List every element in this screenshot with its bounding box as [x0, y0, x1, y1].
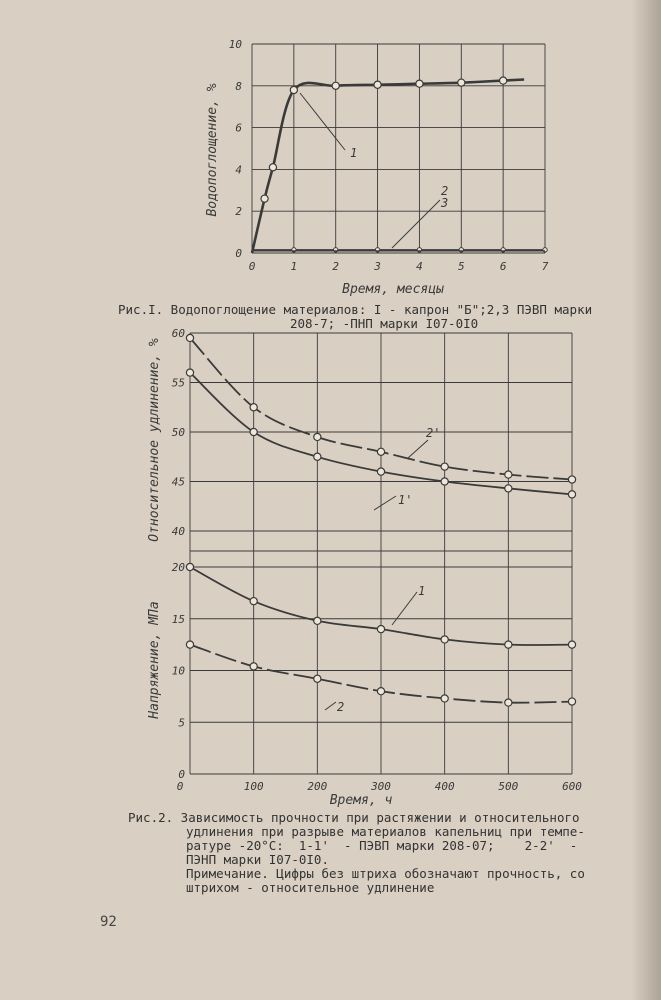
figure-1-ytick-label: 4: [235, 163, 242, 177]
figure-1-grid: [252, 44, 545, 253]
figure-2-ylabel-bottom: Напряжение, МПа: [147, 601, 162, 719]
figure-1-ytick-label: 0: [235, 247, 242, 260]
figure-2-xtick-label: 500: [498, 780, 519, 793]
figure-2-series-1prime-point: [568, 491, 575, 498]
figure-2-series-2-point: [314, 675, 321, 682]
figure-2-curve-label-1: 1: [418, 584, 426, 598]
figure-2-bottom-ytick-label: 10: [171, 664, 185, 678]
figure-2-xtick-label: 300: [371, 780, 391, 793]
figure-1-xtick-label: 0: [248, 260, 256, 273]
figure-1-ytick-label: 8: [235, 79, 242, 93]
figure-1-series-1-point: [290, 86, 297, 93]
figure-2-series-1prime-point: [250, 428, 257, 435]
figure-1-caption-line-2: 208-7; -ПНП марки I07-0I0: [290, 316, 479, 331]
figure-2-series-2prime-point: [186, 334, 193, 341]
figure-2-tick-labels: [172, 327, 583, 793]
figure-2-series-1prime-point: [377, 468, 384, 475]
figure-2-bottom-ytick-label: 15: [171, 612, 185, 626]
figure-2-series-1-point: [186, 563, 193, 570]
figure-2-series-1prime-point: [441, 478, 448, 485]
figure-2-xtick-label: 600: [562, 780, 582, 793]
figure-1-xtick-label: 3: [374, 260, 381, 273]
figure-1-series-1-point: [458, 79, 465, 86]
figure-2-bottom-ytick-label: 20: [171, 561, 185, 574]
figure-1-xtick-label: 2: [332, 260, 340, 273]
figure-2-series-1-point: [314, 617, 321, 624]
figure-2-series-2-point: [186, 641, 193, 648]
figure-2-series-2-point: [441, 695, 448, 702]
figure-2-xtick-label: 400: [434, 780, 455, 793]
figure-2-caption-line-2: удлинения при разрыве материалов капельниц при темпе-: [186, 824, 585, 839]
figure-1-chart: [0, 0, 661, 300]
figure-1-caption-line-1: Рис.I. Водопоглощение материалов: I - капрон "Б";2,3 ПЭВП марки: [118, 302, 593, 317]
figure-2-series-1-point: [377, 626, 384, 633]
figure-1-xlabel: Время, месяцы: [342, 282, 444, 297]
figure-2-series-2prime-point: [250, 404, 257, 411]
figure-2-grid: [190, 333, 572, 774]
figure-1-xtick-label: 7: [541, 260, 549, 273]
figure-2-top-ytick-label: 55: [171, 376, 185, 390]
figure-1-ytick-label: 6: [235, 121, 242, 135]
figure-2-xtick-label: 200: [307, 780, 328, 793]
figure-1-series-1-point: [261, 195, 268, 202]
figure-2-bottom-ytick-label: 5: [178, 716, 185, 730]
figure-2-series-2prime-point: [377, 448, 384, 455]
figure-2-chart: [0, 320, 661, 820]
figure-2-series-2-point: [568, 698, 575, 705]
figure-1-ylabel: Водопоглощение, %: [205, 83, 220, 217]
figure-2-caption-line-6: штрихом - относительное удлинение: [186, 880, 435, 895]
figure-1-series-1-point: [416, 80, 423, 87]
figure-2-caption-line-3: ратуре -20°С: 1-1' - ПЭВП марки 208-07; 2-2' -: [186, 838, 578, 853]
figure-2-series-2-point: [250, 663, 257, 670]
figure-2-xlabel: Время, ч: [329, 793, 393, 808]
figure-2-series-1-point: [568, 641, 575, 648]
figure-2-series-1prime-point: [505, 485, 512, 492]
figure-2-curve-label-2prime: 2': [426, 426, 441, 440]
figure-2-series-2-point: [377, 688, 384, 695]
figure-1-xtick-label: 4: [416, 260, 423, 273]
figure-2-series-1prime-point: [314, 453, 321, 460]
figure-2-top-ytick-label: 40: [171, 525, 185, 538]
figure-1-series-1-point: [269, 164, 276, 171]
figure-2-series-1-point: [441, 636, 448, 643]
figure-2-bottom-ytick-label: 0: [178, 768, 185, 781]
figure-2-series-2prime-point: [314, 433, 321, 440]
figure-2-top-ytick-label: 50: [171, 426, 185, 439]
figure-1-curve-label-1: 1: [350, 146, 358, 160]
figure-2-series-2prime-point: [505, 471, 512, 478]
figure-1-series-1-point: [332, 82, 339, 89]
figure-2-curve-label-1prime: 1': [398, 493, 413, 507]
figure-1-ytick-label: 2: [235, 205, 242, 219]
figure-2-caption-line-4: ПЭНП марки I07-0I0.: [186, 852, 329, 867]
figure-2-series-1-point: [250, 598, 257, 605]
figure-2-series-1-point: [505, 641, 512, 648]
figure-2-xtick-label: 0: [176, 780, 184, 793]
figure-2-top-ytick-label: 60: [171, 327, 185, 340]
figure-2-series-1prime-point: [186, 369, 193, 376]
figure-2-caption-line-5: Примечание. Цифры без штриха обозначают прочность, со: [186, 866, 585, 881]
figure-1-xtick-label: 1: [290, 260, 298, 273]
figure-2-top-ytick-label: 45: [171, 475, 185, 489]
figure-1-series-1-line: [252, 80, 524, 254]
figure-2-xtick-label: 100: [243, 780, 264, 793]
figure-2-ylabel-top: Относительное удлинение, %: [147, 338, 162, 542]
figure-2-curve-label-2: 2: [337, 700, 345, 714]
figure-1-curve-label-3: 3: [441, 196, 449, 210]
figure-2-series-2prime-point: [568, 476, 575, 483]
figure-2-series-2-point: [505, 699, 512, 706]
figure-1-xtick-label: 5: [457, 260, 465, 273]
page-number: 92: [100, 914, 117, 930]
figure-1-curve-label-2: 2: [441, 184, 449, 198]
figure-1-series-1-point: [374, 81, 381, 88]
figure-2-series-2prime-point: [441, 463, 448, 470]
figure-2-caption-line-1: Рис.2. Зависимость прочности при растяжении и относительного: [128, 810, 580, 825]
figure-1-xtick-label: 6: [499, 260, 507, 273]
figure-1-ytick-label: 10: [228, 38, 242, 51]
figure-1-series-1-point: [500, 77, 507, 84]
